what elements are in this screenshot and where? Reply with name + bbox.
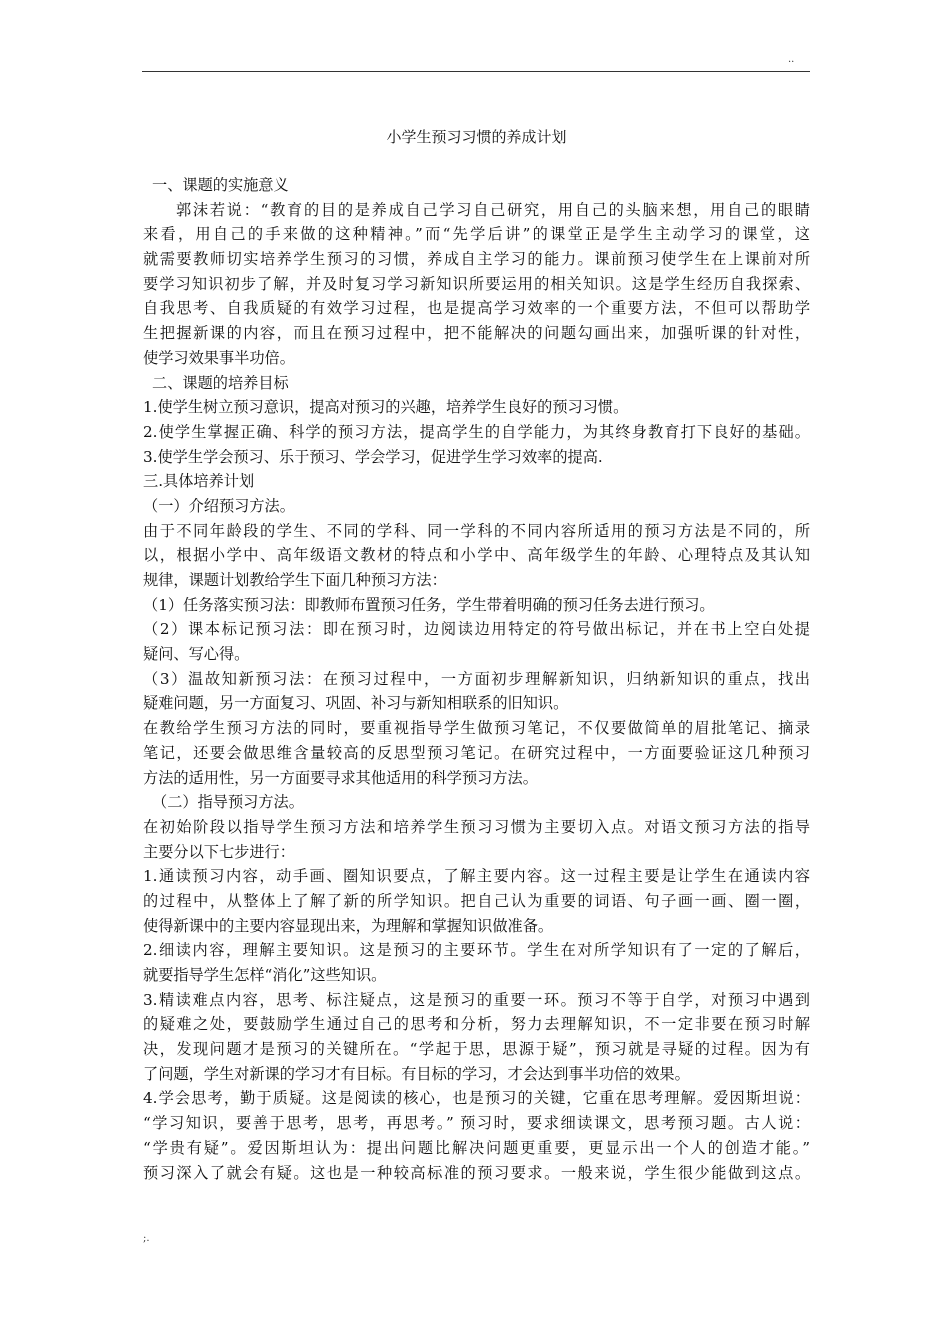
text-line: 一、课题的实施意义 — [152, 176, 289, 194]
text-line: 在教给学生预习方法的同时，要重视指导学生做预习笔记，不仅要做简单的眉批笔记、摘录 — [143, 719, 810, 738]
text-line: （1）任务落实预习法：即教师布置预习任务，学生带着明确的预习任务去进行预习。 — [143, 595, 715, 614]
text-line: 的疑难之处，要鼓励学生通过自己的思考和分析，努力去理解知识，不一定非要在预习时解 — [143, 1015, 810, 1034]
text-line: 就需要教师切实培养学生预习的习惯，养成自主学习的能力。课前预习使学生在上课前对所 — [143, 250, 810, 269]
text-line: （2）课本标记预习法：即在预习时，边阅读边用特定的符号做出标记，并在书上空白处提 — [143, 620, 810, 639]
text-line: 使得新课中的主要内容显现出来，为理解和掌握知识做准备。 — [143, 916, 554, 935]
text-line: 生把握新课的内容，而且在预习过程中，把不能解决的问题勾画出来，加强听课的针对性， — [143, 324, 810, 343]
document-title: 小学生预习习惯的养成计划 — [386, 128, 567, 146]
text-line: 郭沫若说：“教育的目的是养成自己学习自己研究，用自己的头脑来想，用自己的眼睛 — [176, 200, 810, 219]
text-line: 的过程中，从整体上了解了新的所学知识。把自己认为重要的词语、句子画一画、圈一圈， — [143, 891, 810, 910]
text-line: 使学习效果事半功倍。 — [143, 348, 295, 367]
text-line: 3.使学生学会预习、乐于预习、学会学习，促进学生学习效率的提高. — [143, 447, 603, 466]
text-line: 自我思考、自我质疑的有效学习过程，也是提高学习效率的一个重要方法，不但可以帮助学 — [143, 299, 810, 318]
text-line: “学习知识，要善于思考，思考，再思考。” 预习时，要求细读课文，思考预习题。古人说： — [143, 1114, 810, 1133]
text-line: 主要分以下七步进行： — [143, 842, 295, 861]
text-line: 疑问、写心得。 — [143, 645, 250, 664]
text-line: （3）温故知新预习法：在预习过程中，一方面初步理解新知识，归纳新知识的重点，找出 — [143, 669, 810, 688]
text-line: 1.使学生树立预习意识，提高对预习的兴趣，培养学生良好的预习习惯。 — [143, 398, 629, 417]
header-mark: .. — [788, 54, 795, 65]
text-line: （二）指导预习方法。 — [152, 793, 304, 812]
text-line: 了问题，学生对新课的学习才有目标。有目标的学习，才会达到事半功倍的效果。 — [143, 1064, 690, 1083]
text-line: 2.细读内容，理解主要知识。这是预习的主要环节。学生在对所学知识有了一定的了解后， — [143, 941, 810, 960]
text-line: 二、课题的培养目标 — [152, 373, 289, 392]
text-line: 4.学会思考，勤于质疑。这是阅读的核心，也是预习的关键，它重在思考理解。爱因斯坦说： — [143, 1089, 810, 1108]
text-line: 笔记，还要会做思维含量较高的反思型预习笔记。在研究过程中，一方面要验证这几种预习 — [143, 743, 810, 762]
text-line: 1.通读预习内容，动手画、圈知识要点，了解主要内容。这一过程主要是让学生在通读内容 — [143, 867, 810, 886]
text-line: “学贵有疑”。爱因斯坦认为：提出问题比解决问题更重要，更显示出一个人的创造才能。” — [143, 1138, 810, 1157]
text-line: 方法的适用性，另一方面要寻求其他适用的科学预习方法。 — [143, 768, 538, 787]
header-rule — [142, 71, 810, 72]
text-line: 来看，用自己的手来做的这种精神。”而“先学后讲”的课堂正是学生主动学习的课堂，这 — [143, 225, 810, 244]
text-line: 规律，课题计划教给学生下面几种预习方法： — [143, 571, 447, 589]
text-line: 在初始阶段以指导学生预习方法和培养学生预习习惯为主要切入点。对语文预习方法的指导 — [143, 817, 810, 836]
text-line: （一）介绍预习方法。 — [143, 496, 295, 515]
text-line: 要学习知识初步了解，并及时复习学习新知识所要运用的相关知识。这是学生经历自我探索、 — [143, 274, 810, 293]
document-body — [143, 125, 810, 1185]
text-line: 以，根据小学中、高年级语文教材的特点和小学中、高年级学生的年龄、心理特点及其认知 — [143, 546, 810, 565]
text-line: 疑难问题，另一方面复习、巩固、补习与新知相联系的旧知识。 — [143, 694, 569, 713]
footer-mark: ;. — [143, 1233, 150, 1244]
text-line: 三.具体培养计划 — [143, 472, 255, 491]
body-lines — [143, 173, 810, 1185]
text-line: 由于不同年龄段的学生、不同的学科、同一学科的不同内容所适用的预习方法是不同的，所 — [143, 521, 810, 540]
text-line: 决，发现问题才是预习的关键所在。“学起于思，思源于疑”，预习就是寻疑的过程。因为有 — [143, 1040, 810, 1059]
text-line: 预习深入了就会有疑。这也是一种较高标准的预习要求。一般来说，学生很少能做到这点。 — [143, 1163, 810, 1182]
text-line: 2.使学生掌握正确、科学的预习方法，提高学生的自学能力，为其终身教育打下良好的基础。 — [143, 422, 810, 441]
text-line: 3.精读难点内容，思考、标注疑点，这是预习的重要一环。预习不等于自学，对预习中遇到 — [143, 990, 810, 1009]
text-line: 就要指导学生怎样“消化”这些知识。 — [143, 966, 387, 984]
